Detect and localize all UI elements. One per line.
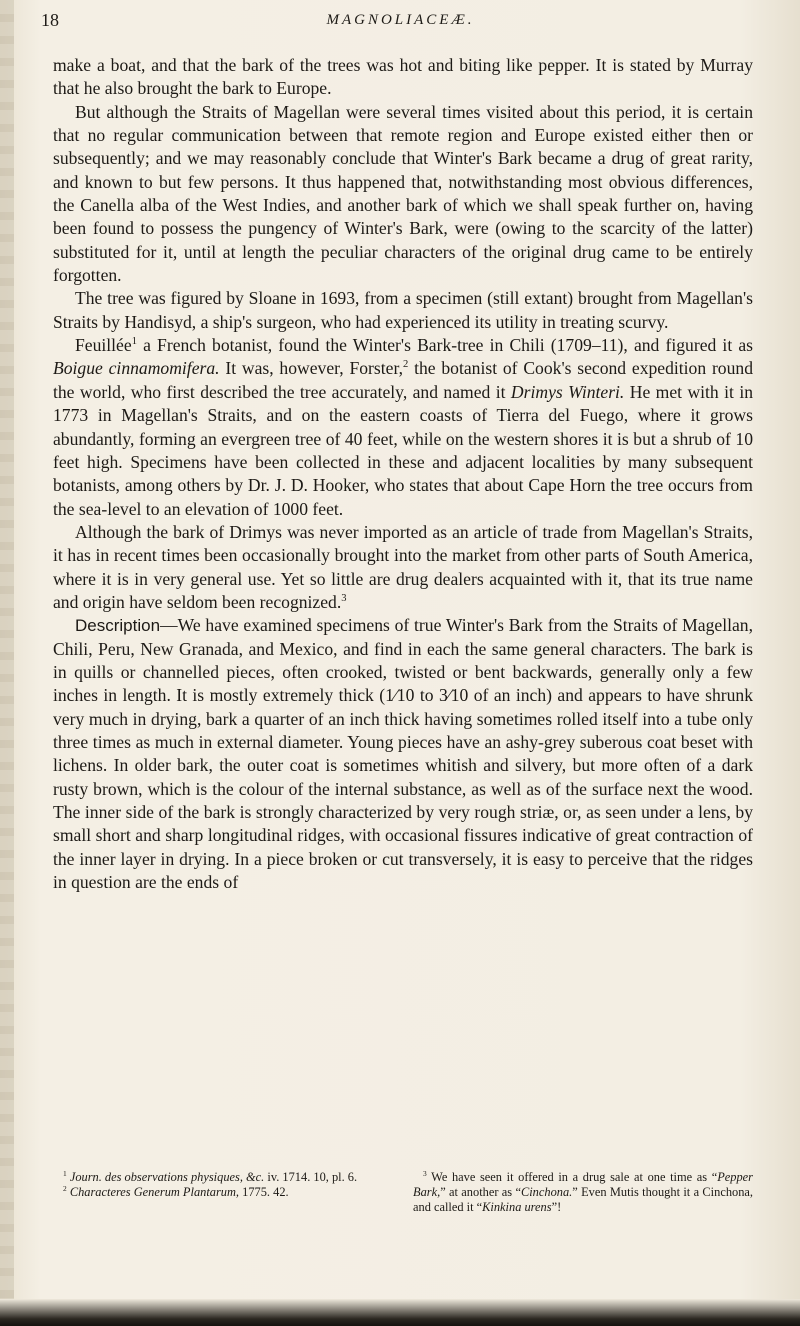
description-heading: Description <box>75 616 161 636</box>
page-edge <box>0 0 14 1326</box>
footnotes <box>53 1170 753 1215</box>
footnotes-left <box>53 1170 393 1215</box>
paragraph-4 <box>53 334 753 521</box>
fn2-number: 2 <box>63 1183 67 1193</box>
fn2-title: Characteres Generum Plantarum, <box>69 1185 240 1199</box>
p4-a: Feuillée <box>75 335 132 356</box>
footnote-2 <box>53 1185 393 1200</box>
fn3-c: ” at another as “ <box>440 1185 521 1199</box>
fn1-title: Journ. des observations physiques, &c. <box>69 1170 265 1184</box>
scan-edge <box>0 1299 800 1326</box>
fn3-g: ”! <box>551 1200 562 1214</box>
fn3-f: Kinkina urens <box>482 1200 552 1214</box>
desc-text: —We have examined specimens of true Winter's Bark from the Straits of Magellan, Chili, Peru, New Granada, and Mexico, and find in each the same general characters. The bark is in quills or channelled pieces, often crooked, twisted or bent backwards, generally only a few inches in length. It is mostly extremely thick ( <box>53 615 753 706</box>
fraction-1: 1⁄10 <box>385 685 415 706</box>
species-boigue: Boigue cinnamomifera. <box>53 358 220 379</box>
page-number: 18 <box>41 10 59 30</box>
fn3-d: Cinchona. <box>520 1185 573 1199</box>
p5-text: Although the bark of Drimys was never imported as an article of trade from Magellan's Straits, it has in recent times been occasionally brought into the market from other parts of South America, where it is in very general use. Yet so little are drug dealers acquainted with it, that its true name and origin have seldom been recognized. <box>53 521 753 612</box>
running-head: MAGNOLIACEÆ. <box>326 12 475 28</box>
p4-b: a French botanist, found the Winter's Bark-tree in Chili (1709–11), and figured it as <box>136 335 753 356</box>
footnote-1 <box>53 1170 393 1185</box>
paragraph-2: But although the Straits of Magellan were several times visited about this period, it is certain that no regular communication between that remote region and Europe existed either then or subsequently; and we may reasonably conclude that Winter's Bark became a drug of great rarity, and known to but few persons. It thus happened that, notwithstanding most obvious differences, the Canella alba of the West Indies, and another bark of which we shall speak further on, having been found to possess the pungency of Winter's Bark, were (owing to the scarcity of the latter) substituted for it, until at length the peculiar characters of the original drug came to be entirely forgotten. <box>53 101 753 286</box>
page-header <box>41 10 760 40</box>
fraction-2: 3⁄10 <box>438 685 469 706</box>
footnote-3 <box>413 1170 753 1215</box>
fn2-rest: 1775. 42. <box>239 1185 289 1199</box>
fn3-a: We have seen it offered in a drug sale at one time as “ <box>426 1170 718 1184</box>
p4-d: It was, however, Forster, <box>219 358 404 379</box>
footnote-ref-2: 2 <box>403 359 409 371</box>
fn1-number: 1 <box>63 1168 67 1178</box>
p4-g: He met with it in 1773 in Magellan's Straits, and on the eastern coasts of Tierra del Fuego, where it grows abundantly, forming an evergreen tree of 40 feet, while on the western shores it is but a shrub of 10 feet high. Specimens have been collected in these and adjacent localities by many subsequent botanists, among others by Dr. J. D. Hooker, who states that about Cape Horn the tree occurs from the sea-level to an elevation of 1000 feet. <box>53 381 754 519</box>
fn1-rest: iv. 1714. 10, pl. 6. <box>264 1170 358 1184</box>
desc-mid: to <box>414 685 439 706</box>
p4-e: the botanist of Cook's second expedition round the world, who first described the tree accurately, and named it <box>53 358 753 402</box>
footnote-ref-3: 3 <box>341 593 347 605</box>
paragraph-description <box>53 614 753 894</box>
paragraph-1: make a boat, and that the bark of the trees was hot and biting like pepper. It is stated by Murray that he also brought the bark to Europe. <box>53 55 753 99</box>
paragraph-3: The tree was figured by Sloane in 1693, from a specimen (still extant) brought from Magellan's Straits by Handisyd, a ship's surgeon, who had experienced its utility in treating scurvy. <box>53 288 753 332</box>
fn3-e: ” Even Mutis thought it a Cinchona, and called it “ <box>413 1185 753 1214</box>
species-drimys: Drimys Winteri. <box>510 381 625 402</box>
fn3-b: Pepper Bark, <box>413 1170 753 1199</box>
paragraph-5 <box>53 521 753 614</box>
footnote-ref-1: 1 <box>131 336 137 348</box>
desc-rest: of an inch) and appears to have shrunk very much in drying, bark a quarter of an inch thick having sometimes rolled itself into a tube only three times as much in external diameter. Young pieces have an ashy-grey suberous coat beset with lichens. In older bark, the outer coat is sometimes whitish and silvery, but more often of a dark rusty brown, which is the colour of the internal substance, as well as of the surface next the wood. The inner side of the bark is strongly characterized by very rough striæ, or, as seen under a lens, by small short and sharp longitudinal ridges, with occasional fissures indicative of great contraction of the inner layer in drying. In a piece broken or cut transversely, it is easy to perceive that the ridges in question are the ends of <box>53 685 753 893</box>
fn3-number: 3 <box>423 1168 427 1178</box>
body-text <box>53 54 753 894</box>
footnotes-right <box>413 1170 753 1215</box>
